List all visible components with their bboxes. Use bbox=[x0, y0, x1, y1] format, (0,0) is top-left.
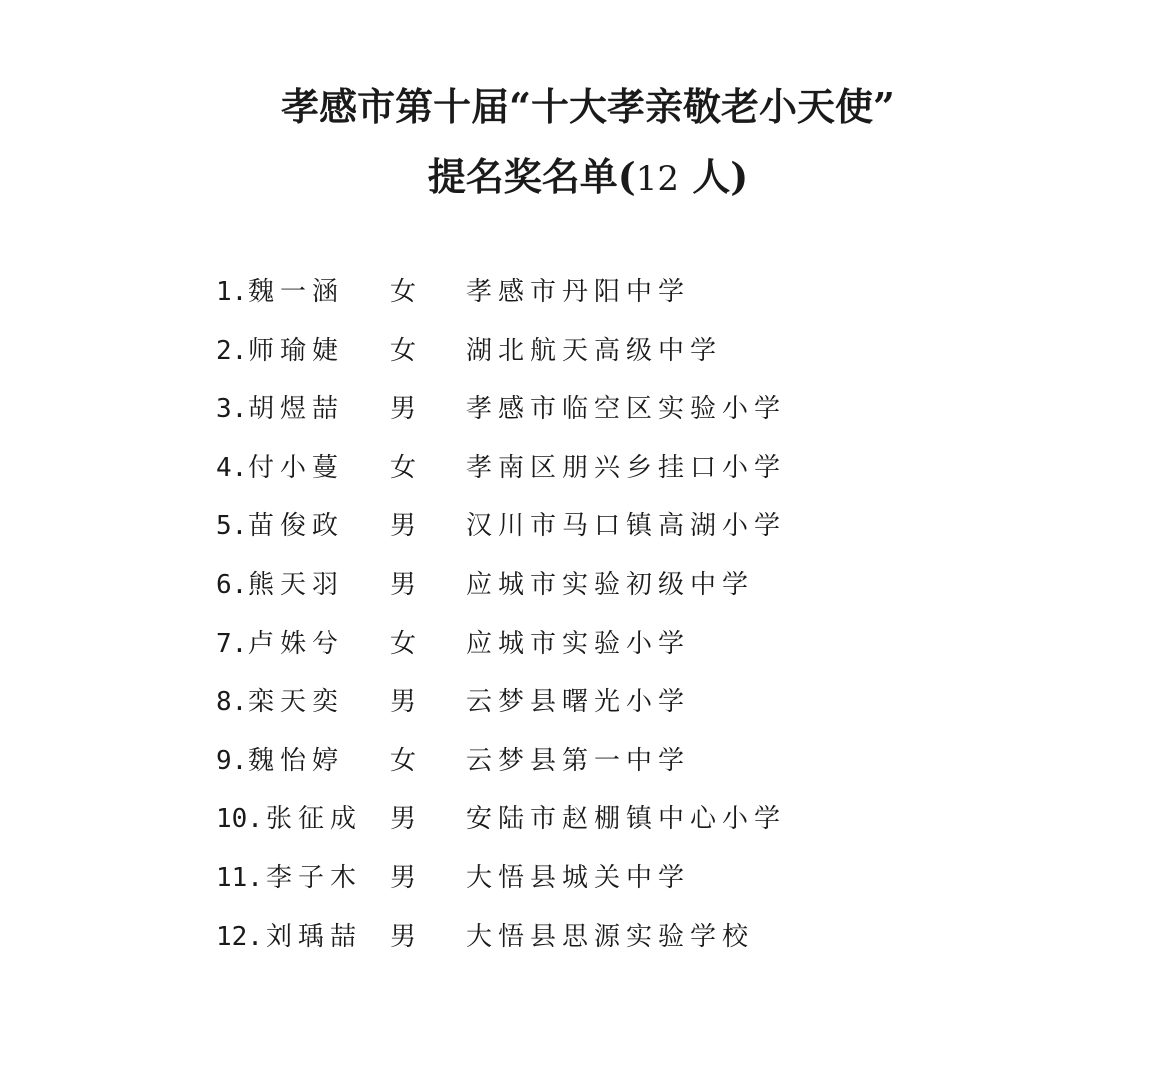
nominee-school: 孝感市丹阳中学 bbox=[466, 277, 691, 307]
nominee-number: 4. bbox=[216, 452, 248, 483]
nominee-gender: 女 bbox=[390, 277, 423, 307]
nominee-row bbox=[216, 799, 1016, 858]
nominee-number: 8. bbox=[216, 687, 248, 718]
nominee-name: 师瑜婕 bbox=[248, 335, 345, 366]
nominee-number: 12. bbox=[216, 921, 263, 952]
nominee-number: 1. bbox=[216, 277, 248, 307]
subtitle-tail: 人) bbox=[679, 154, 749, 199]
nominee-school: 孝感市临空区实验小学 bbox=[466, 394, 787, 425]
nominee-number: 9. bbox=[216, 745, 248, 776]
nominee-list bbox=[216, 272, 1016, 975]
nominee-row bbox=[216, 331, 1016, 390]
nominee-school: 应城市实验小学 bbox=[466, 628, 691, 659]
nominee-row bbox=[216, 917, 1016, 976]
nominee-school: 云梦县曙光小学 bbox=[466, 687, 691, 718]
nominee-gender: 男 bbox=[390, 862, 423, 893]
nominee-gender: 女 bbox=[390, 628, 423, 659]
nominee-gender: 男 bbox=[390, 804, 423, 835]
nominee-name: 卢姝兮 bbox=[248, 628, 345, 659]
nominee-row bbox=[216, 565, 1016, 624]
nominee-school: 安陆市赵棚镇中心小学 bbox=[466, 804, 787, 835]
nominee-gender: 男 bbox=[390, 921, 423, 952]
nominee-name: 苗俊政 bbox=[248, 511, 345, 542]
nominee-row bbox=[216, 272, 1016, 331]
page-title: 孝感市第十届“十大孝亲敬老小天使” bbox=[281, 84, 895, 129]
nominee-gender: 男 bbox=[390, 511, 423, 542]
nominee-number: 7. bbox=[216, 628, 248, 659]
nominee-row bbox=[216, 506, 1016, 565]
nominee-row bbox=[216, 741, 1016, 800]
nominee-name: 魏一涵 bbox=[248, 277, 345, 307]
page-subtitle bbox=[0, 146, 1176, 201]
nominee-number: 11. bbox=[216, 862, 263, 893]
nominee-name: 熊天羽 bbox=[248, 569, 345, 600]
nominee-name: 魏怡婷 bbox=[248, 745, 345, 776]
nominee-number: 6. bbox=[216, 569, 248, 600]
nominee-gender: 女 bbox=[390, 335, 423, 366]
nominee-number: 2. bbox=[216, 335, 248, 366]
nominee-school: 孝南区朋兴乡挂口小学 bbox=[466, 452, 787, 483]
nominee-name: 胡煜喆 bbox=[248, 394, 345, 425]
nominee-gender: 男 bbox=[390, 569, 423, 600]
nominee-name: 栾天奕 bbox=[248, 687, 345, 718]
nominee-school: 云梦县第一中学 bbox=[466, 745, 691, 776]
nominee-school: 大悟县思源实验学校 bbox=[466, 921, 755, 952]
nominee-school: 大悟县城关中学 bbox=[466, 862, 691, 893]
nominee-name: 李子木 bbox=[266, 862, 363, 893]
nominee-name: 张征成 bbox=[266, 804, 363, 835]
nominee-gender: 男 bbox=[390, 394, 423, 425]
subtitle-count: 12 bbox=[635, 159, 680, 199]
nominee-name: 刘瑀喆 bbox=[266, 921, 363, 952]
nominee-number: 5. bbox=[216, 511, 248, 542]
nominee-gender: 女 bbox=[390, 452, 423, 483]
nominee-row bbox=[216, 682, 1016, 741]
nominee-row bbox=[216, 858, 1016, 917]
nominee-number: 10. bbox=[216, 804, 263, 835]
nominee-school: 湖北航天高级中学 bbox=[466, 335, 723, 366]
nominee-gender: 男 bbox=[390, 687, 423, 718]
nominee-gender: 女 bbox=[390, 745, 423, 776]
nominee-school: 应城市实验初级中学 bbox=[466, 569, 755, 600]
nominee-number: 3. bbox=[216, 394, 248, 425]
nominee-school: 汉川市马口镇高湖小学 bbox=[466, 511, 787, 542]
subtitle-main: 提名奖名单( bbox=[427, 154, 636, 199]
nominee-row bbox=[216, 448, 1016, 507]
nominee-row bbox=[216, 389, 1016, 448]
nominee-name: 付小蔓 bbox=[248, 452, 345, 483]
nominee-row bbox=[216, 624, 1016, 683]
